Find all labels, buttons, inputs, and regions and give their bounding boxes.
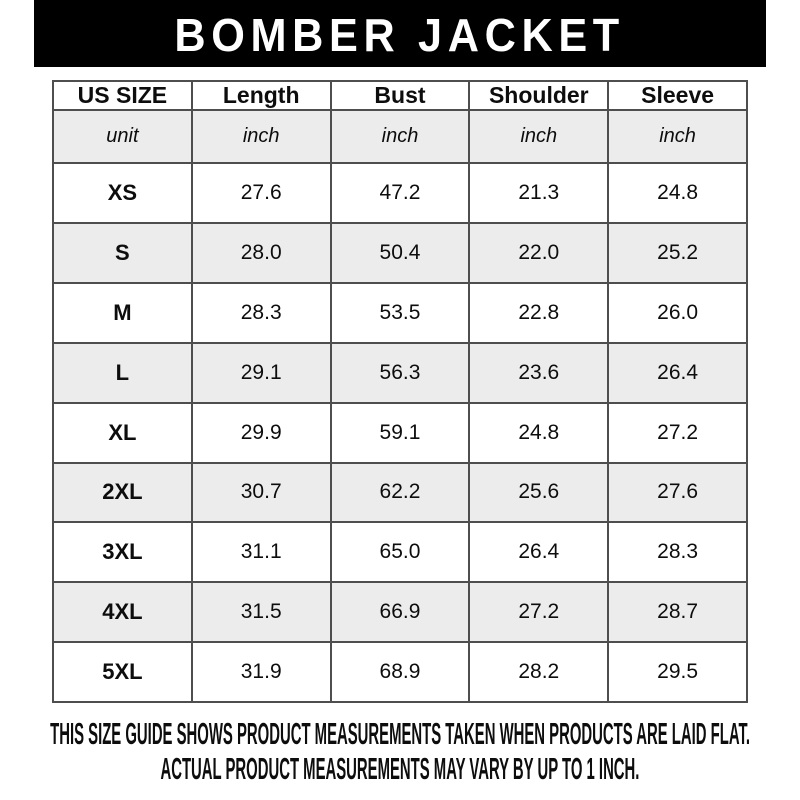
measurement-cell: 25.6 [469, 463, 608, 523]
measurement-cell: 50.4 [331, 223, 470, 283]
table-header [53, 81, 747, 110]
measurement-cell: 28.2 [469, 642, 608, 702]
measurement-cell: 53.5 [331, 283, 470, 343]
measurement-cell: 26.4 [469, 522, 608, 582]
table-row-xl [53, 403, 747, 463]
unit-row [53, 110, 747, 163]
unit-cell: inch [608, 110, 747, 163]
table-body [53, 110, 747, 702]
measurement-cell: 56.3 [331, 343, 470, 403]
measurement-cell: 31.1 [192, 522, 331, 582]
size-cell: 2XL [53, 463, 192, 523]
measurement-cell: 22.0 [469, 223, 608, 283]
table-row-xs [53, 163, 747, 223]
measurement-cell: 28.3 [608, 522, 747, 582]
measurement-cell: 68.9 [331, 642, 470, 702]
measurement-cell: 27.2 [608, 403, 747, 463]
column-header-sleeve: Sleeve [608, 81, 747, 110]
column-header-shoulder: Shoulder [469, 81, 608, 110]
measurement-cell: 27.6 [608, 463, 747, 523]
table-row-l [53, 343, 747, 403]
size-cell: XL [53, 403, 192, 463]
size-cell: 5XL [53, 642, 192, 702]
measurement-cell: 65.0 [331, 522, 470, 582]
measurement-cell: 47.2 [331, 163, 470, 223]
measurement-cell: 28.0 [192, 223, 331, 283]
unit-cell: inch [192, 110, 331, 163]
measurement-cell: 66.9 [331, 582, 470, 642]
measurement-cell: 21.3 [469, 163, 608, 223]
measurement-cell: 28.3 [192, 283, 331, 343]
table-row-s [53, 223, 747, 283]
table-row-2xl [53, 463, 747, 523]
column-header-length: Length [192, 81, 331, 110]
measurement-cell: 28.7 [608, 582, 747, 642]
measurement-cell: 29.1 [192, 343, 331, 403]
measurement-cell: 62.2 [331, 463, 470, 523]
size-cell: XS [53, 163, 192, 223]
size-cell: 3XL [53, 522, 192, 582]
measurement-cell: 27.2 [469, 582, 608, 642]
column-header-us-size: US SIZE [53, 81, 192, 110]
measurement-cell: 31.5 [192, 582, 331, 642]
disclaimer-line-2: ACTUAL PRODUCT MEASUREMENTS MAY VARY BY UP TO 1 INCH. [160, 751, 640, 786]
table-row-4xl [53, 582, 747, 642]
table-row-3xl [53, 522, 747, 582]
measurement-cell: 30.7 [192, 463, 331, 523]
size-cell: L [53, 343, 192, 403]
unit-label: unit [53, 110, 192, 163]
title-bar [34, 0, 766, 67]
size-cell: 4XL [53, 582, 192, 642]
measurement-cell: 22.8 [469, 283, 608, 343]
measurement-cell: 25.2 [608, 223, 747, 283]
disclaimer [0, 716, 800, 786]
size-chart-table [52, 80, 748, 703]
product-title: BOMBER JACKET [174, 8, 626, 61]
measurement-cell: 26.4 [608, 343, 747, 403]
measurement-cell: 29.5 [608, 642, 747, 702]
unit-cell: inch [469, 110, 608, 163]
column-header-bust: Bust [331, 81, 470, 110]
size-cell: M [53, 283, 192, 343]
unit-cell: inch [331, 110, 470, 163]
measurement-cell: 26.0 [608, 283, 747, 343]
measurement-cell: 24.8 [608, 163, 747, 223]
measurement-cell: 31.9 [192, 642, 331, 702]
size-cell: S [53, 223, 192, 283]
disclaimer-line-1: THIS SIZE GUIDE SHOWS PRODUCT MEASUREMENTS TAKEN WHEN PRODUCTS ARE LAID FLAT. [50, 716, 750, 751]
measurement-cell: 23.6 [469, 343, 608, 403]
table-row-5xl [53, 642, 747, 702]
measurement-cell: 59.1 [331, 403, 470, 463]
table-row-m [53, 283, 747, 343]
measurement-cell: 24.8 [469, 403, 608, 463]
measurement-cell: 29.9 [192, 403, 331, 463]
measurement-cell: 27.6 [192, 163, 331, 223]
header-row [53, 81, 747, 110]
